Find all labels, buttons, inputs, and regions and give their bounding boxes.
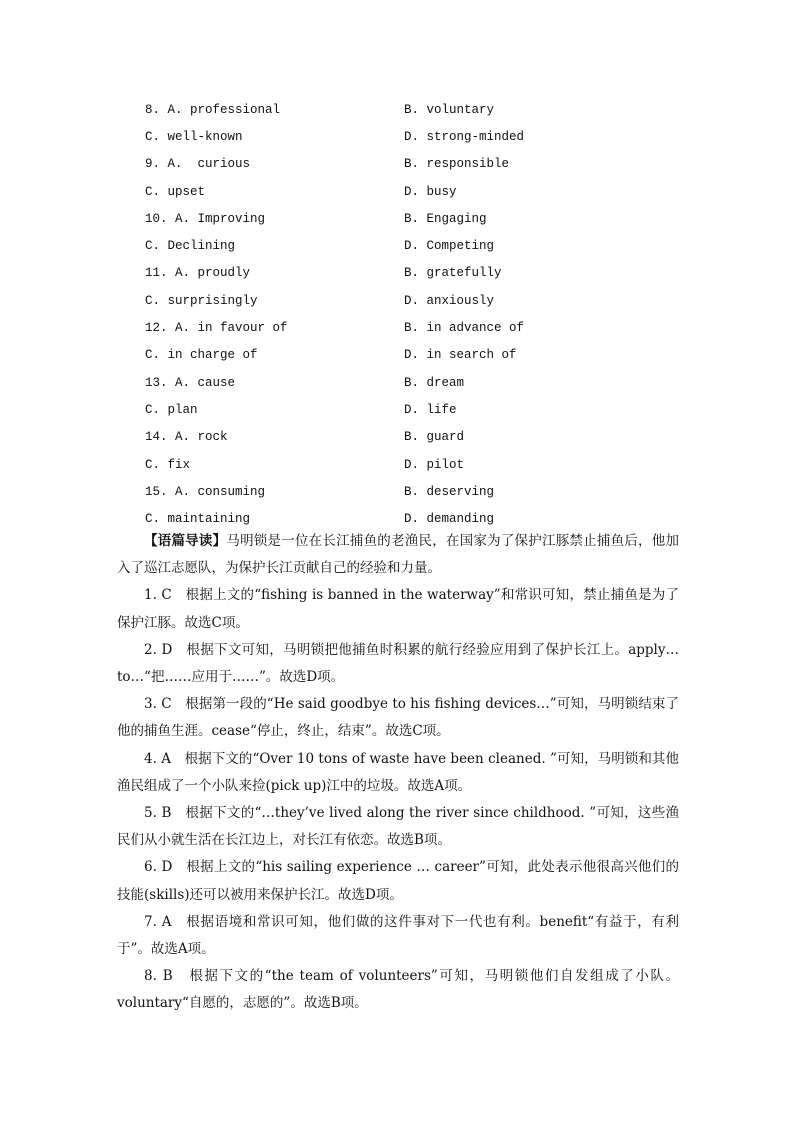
option-left: 8. A. professional	[145, 102, 281, 117]
option-right: B. guard	[404, 430, 465, 445]
option-right: B. Engaging	[404, 211, 487, 226]
option-row	[145, 369, 705, 396]
option-row	[145, 178, 705, 205]
option-right: D. Competing	[404, 239, 495, 254]
answer-item: 8. B 根据下文的“the team of volunteers”可知，马明锁他们自发组成了小队。voluntary“自愿的，志愿的”。故选B项。	[117, 968, 679, 1012]
option-left: C. well-known	[145, 129, 243, 144]
option-left: 14. A. rock	[145, 430, 228, 445]
options-list	[145, 96, 705, 533]
option-right: D. strong-minded	[404, 129, 525, 144]
option-left: C. surprisingly	[145, 293, 258, 308]
option-right: B. gratefully	[404, 266, 502, 281]
option-left: 13. A. cause	[145, 375, 236, 390]
answer-item: 1. C 根据上文的“fishing is banned in the waterway”和常识可知，禁止捕鱼是为了保护江豚。故选C项。	[117, 587, 679, 631]
guide-heading: 【语篇导读】	[144, 533, 227, 549]
option-row	[145, 396, 705, 423]
option-left: 12. A. in favour of	[145, 321, 288, 336]
option-right: B. dream	[404, 375, 465, 390]
option-left: C. maintaining	[145, 512, 251, 527]
option-row	[145, 123, 705, 150]
option-left: C. fix	[145, 457, 191, 472]
option-left: 11. A. proudly	[145, 266, 251, 281]
answer-item: 6. D 根据上文的“his sailing experience … career”可知，此处表示他很高兴他们的技能(skills)还可以被用来保护长江。故选D项。	[117, 859, 679, 903]
option-row	[145, 424, 705, 451]
option-left: 15. A. consuming	[145, 484, 266, 499]
option-right: D. in search of	[404, 348, 517, 363]
option-right: B. in advance of	[404, 321, 525, 336]
option-row	[145, 451, 705, 478]
option-right: B. responsible	[404, 157, 510, 172]
option-row	[145, 260, 705, 287]
option-right: D. anxiously	[404, 293, 495, 308]
guide-paragraph	[117, 528, 679, 582]
option-right: D. pilot	[404, 457, 465, 472]
option-left: C. Declining	[145, 239, 236, 254]
option-row	[145, 342, 705, 369]
answer-item: 5. B 根据下文的“…they’ve lived along the river since childhood. ”可知，这些渔民们从小就生活在长江边上，对长江有依恋。故选B项。	[117, 805, 679, 849]
answer-item: 7. A 根据语境和常识可知，他们做的这件事对下一代也有利。benefit“有益于，有利于”。故选A项。	[117, 913, 679, 958]
option-row	[145, 287, 705, 314]
option-right: D. busy	[404, 184, 457, 199]
option-row	[145, 205, 705, 232]
option-left: C. plan	[145, 402, 198, 417]
option-row	[145, 96, 705, 123]
option-row	[145, 478, 705, 505]
option-row	[145, 314, 705, 341]
answer-item: 3. C 根据第一段的“He said goodbye to his fishing devices…”可知，马明锁结束了他的捕鱼生涯。cease“停止，终止，结束”。故选C项。	[117, 696, 679, 740]
answer-item: 2. D 根据下文可知，马明锁把他捕鱼时积累的航行经验应用到了保护长江上。apply…to…“把……应用于……”。故选D项。	[117, 641, 679, 686]
option-left: C. in charge of	[145, 348, 258, 363]
option-row	[145, 232, 705, 259]
answer-analysis	[117, 528, 679, 1018]
option-right: D. demanding	[404, 512, 495, 527]
answer-item: 4. A 根据下文的“Over 10 tons of waste have been cleaned. ”可知，马明锁和其他渔民组成了一个小队来捡(pick up)江中的垃圾。故选A项。	[117, 750, 679, 794]
guide-text: 马明锁是一位在长江捕鱼的老渔民，在国家为了保护江豚禁止捕鱼后，他加入了巡江志愿队，为保护长江贡献自己的经验和力量。	[117, 533, 680, 577]
option-right: B. deserving	[404, 484, 495, 499]
option-right: D. life	[404, 402, 457, 417]
option-row	[145, 151, 705, 178]
option-left: C. upset	[145, 184, 206, 199]
option-right: B. voluntary	[404, 102, 495, 117]
option-left: 9. A. curious	[145, 157, 251, 172]
option-left: 10. A. Improving	[145, 211, 266, 226]
